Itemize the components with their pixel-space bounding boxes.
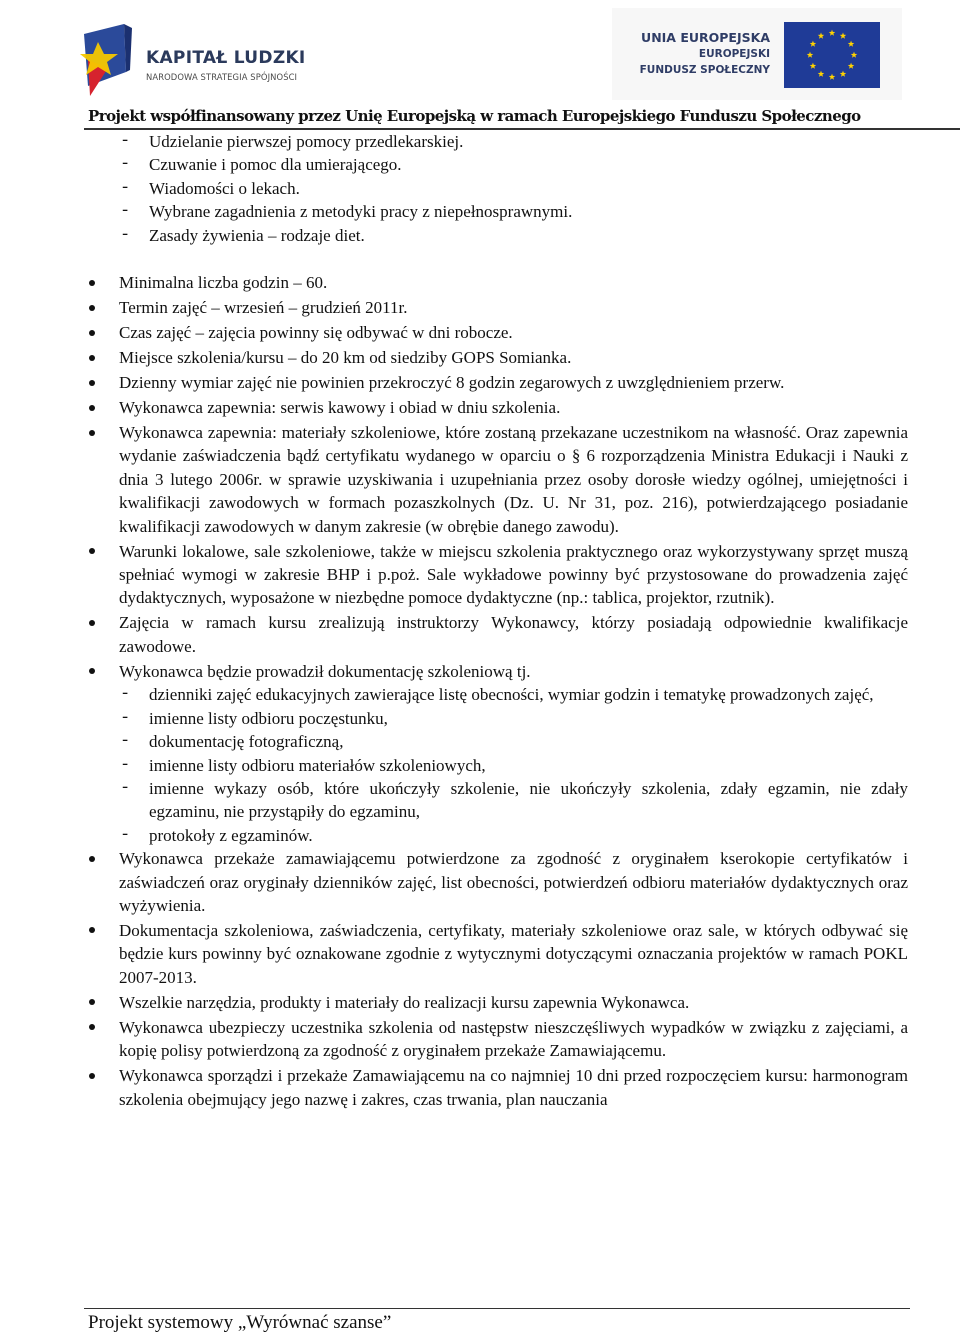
list-item: [119, 660, 908, 683]
list-item-text: Wykonawca zapewnia: serwis kawowy i obiad w dniu szkolenia.: [119, 398, 561, 418]
list-item-text: Wszelkie narzędzia, produkty i materiały do realizacji kursu zapewnia Wykonawca.: [119, 992, 690, 1012]
requirements-list: [0, 271, 960, 1111]
training-topics-list: [0, 130, 960, 247]
bullet-icon: [89, 548, 95, 554]
bullet-icon: [89, 355, 95, 361]
bullet-icon: [89, 380, 95, 386]
list-item-text: Wykonawca będzie prowadził dokumentację szkoleniową tj.: [119, 661, 531, 681]
bullet-icon: [89, 405, 95, 411]
kapital-ludzki-subtitle: NARODOWA STRATEGIA SPÓJNOŚCI: [146, 72, 298, 82]
list-item: - imienne listy odbioru poczęstunku,: [149, 707, 908, 730]
eu-line-3: FUNDUSZ SPOŁECZNY: [639, 64, 770, 76]
bullet-icon: [89, 1073, 95, 1079]
documentation-sublist: [0, 683, 960, 847]
document-body: [0, 130, 960, 1111]
bullet-icon: [89, 1024, 95, 1030]
list-item: [119, 847, 908, 917]
eu-logo: [612, 8, 902, 100]
kapital-ludzki-emblem-icon: [80, 20, 142, 100]
page-header: [0, 0, 960, 132]
list-item-text: Wykonawca ubezpieczy uczestnika szkolenia od następstw nieszczęśliwych wypadków w związku z zajęciami, a kopię polisy potwierdzoną za zgodność z oryginałem przekaże Zamawiającemu.: [119, 1017, 908, 1061]
bullet-icon: [89, 280, 95, 286]
eu-logo-text: [640, 30, 770, 78]
list-item-text: Warunki lokalowe, sale szkoleniowe, także w miejscu szkolenia praktycznego oraz wykorzystywany sprzęt muszą spełniać wymogi w zakresie BHP i p.poż. Sale wykładowe powinny być przystosowane do prowadzenia zajęć dydaktycznych, wyposażone w niezbędne pomoce dydaktyczne (np.: tablica, projektor, rzutnik).: [119, 541, 908, 608]
list-item: [119, 321, 908, 344]
list-item: - protokoły z egzaminów.: [149, 824, 908, 847]
list-item: - Udzielanie pierwszej pomocy przedlekarskiej.: [149, 130, 908, 153]
list-item-text: Dokumentacja szkoleniowa, zaświadczenia, certyfikaty, materiały szkoleniowe oraz sale, w których odbywać się będzie kurs powinny być oznakowane zgodnie z wytycznymi dotyczącymi oznaczania projektów w ramach POKL 2007-2013.: [119, 920, 908, 987]
bullet-icon: [89, 305, 95, 311]
list-item: [119, 396, 908, 419]
spacer: [0, 247, 960, 271]
footer-divider: [84, 1308, 910, 1309]
list-item-text: Termin zajęć – wrzesień – grudzień 2011r.: [119, 298, 408, 318]
list-item-text: Czas zajęć – zajęcia powinny się odbywać w dni robocze.: [119, 323, 513, 343]
list-item: [119, 296, 908, 319]
page-footer: Projekt systemowy „Wyrównać szanse”: [88, 1312, 392, 1333]
list-item-text: Miejsce szkolenia/kursu – do 20 km od siedziby GOPS Somianka.: [119, 348, 572, 368]
eu-line-1: UNIA EUROPEJSKA: [641, 30, 770, 45]
list-item: - imienne listy odbioru materiałów szkoleniowych,: [149, 754, 908, 777]
bullet-icon: [89, 856, 95, 862]
list-item-text: Minimalna liczba godzin – 60.: [119, 273, 328, 293]
list-item-text: Wykonawca przekaże zamawiającemu potwierdzone za zgodność z oryginałem kserokopie certyfikatów i zaświadczeń oraz oryginały dzienników zajęć, list obecności, potwierdzeń odbioru materiałów dydaktycznych oraz wyżywienia.: [119, 849, 908, 915]
list-item: - dzienniki zajęć edukacyjnych zawierające listę obecności, wymiar godzin i tematykę prowadzonych zajęć,: [149, 683, 908, 706]
list-item: [119, 346, 908, 369]
bullet-icon: [89, 620, 95, 626]
list-item: - dokumentację fotograficzną,: [149, 730, 908, 753]
list-item: [119, 611, 908, 658]
list-item: [119, 271, 908, 294]
cofinancing-banner: Projekt współfinansowany przez Unię Europejską w ramach Europejskiego Funduszu Społecznego: [88, 107, 861, 125]
list-item: [119, 1016, 908, 1063]
list-item: - Czuwanie i pomoc dla umierającego.: [149, 153, 908, 176]
list-item-text: Zajęcia w ramach kursu zrealizują instruktorzy Wykonawcy, którzy posiadają odpowiednie kwalifikacje zawodowe.: [119, 613, 908, 656]
list-item-text: Dzienny wymiar zajęć nie powinien przekroczyć 8 godzin zegarowych z uwzględnieniem przerw.: [119, 373, 785, 393]
list-item: [119, 1064, 908, 1111]
list-item: - imienne wykazy osób, które ukończyły szkolenie, nie ukończyły szkolenia, zdały egzamin, nie zdały egzaminu, nie przystąpiły do egzaminu,: [149, 777, 908, 824]
list-item: [119, 371, 908, 394]
list-item: [119, 991, 908, 1014]
list-item: [119, 540, 908, 610]
eu-flag-icon: [784, 22, 880, 88]
list-item: - Wiadomości o lekach.: [149, 177, 908, 200]
kapital-ludzki-title: KAPITAŁ LUDZKI: [146, 48, 306, 68]
list-item-text: Wykonawca zapewnia: materiały szkoleniowe, które zostaną przekazane uczestnikom na własność. Oraz zapewnia wydanie zaświadczenia bądź certyfikatu wydanego w oparciu o § 6 rozporządzenia Ministra Edukacji i Nauki z dnia 3 lutego 2006r. w sprawie uzyskiwania i uzupełniania przez osoby dorosłe wiedzy ogólnej, umiejętności i kwalifikacji zawodowych w formach pozaszkolnych (Dz. U. Nr 31, poz. 216), potwierdzającego posiadanie kwalifikacji zawodowych w danym zakresie (w obrębie danego zawodu).: [119, 423, 908, 536]
kapital-ludzki-logo: [80, 20, 340, 100]
list-item: - Wybrane zagadnienia z metodyki pracy z niepełnosprawnymi.: [149, 200, 908, 223]
bullet-icon: [89, 668, 95, 674]
bullet-icon: [89, 330, 95, 336]
eu-line-2: EUROPEJSKI: [698, 48, 770, 60]
list-item: - Zasady żywienia – rodzaje diet.: [149, 224, 908, 247]
list-item-text: Wykonawca sporządzi i przekaże Zamawiającemu na co najmniej 10 dni przed rozpoczęciem kursu: harmonogram szkolenia obejmujący jego nazwę i zakres, czas trwania, plan nauczania: [119, 1066, 908, 1109]
list-item: [119, 919, 908, 989]
bullet-icon: [89, 430, 95, 436]
bullet-icon: [89, 999, 95, 1005]
list-item: [119, 421, 908, 538]
bullet-icon: [89, 927, 95, 933]
